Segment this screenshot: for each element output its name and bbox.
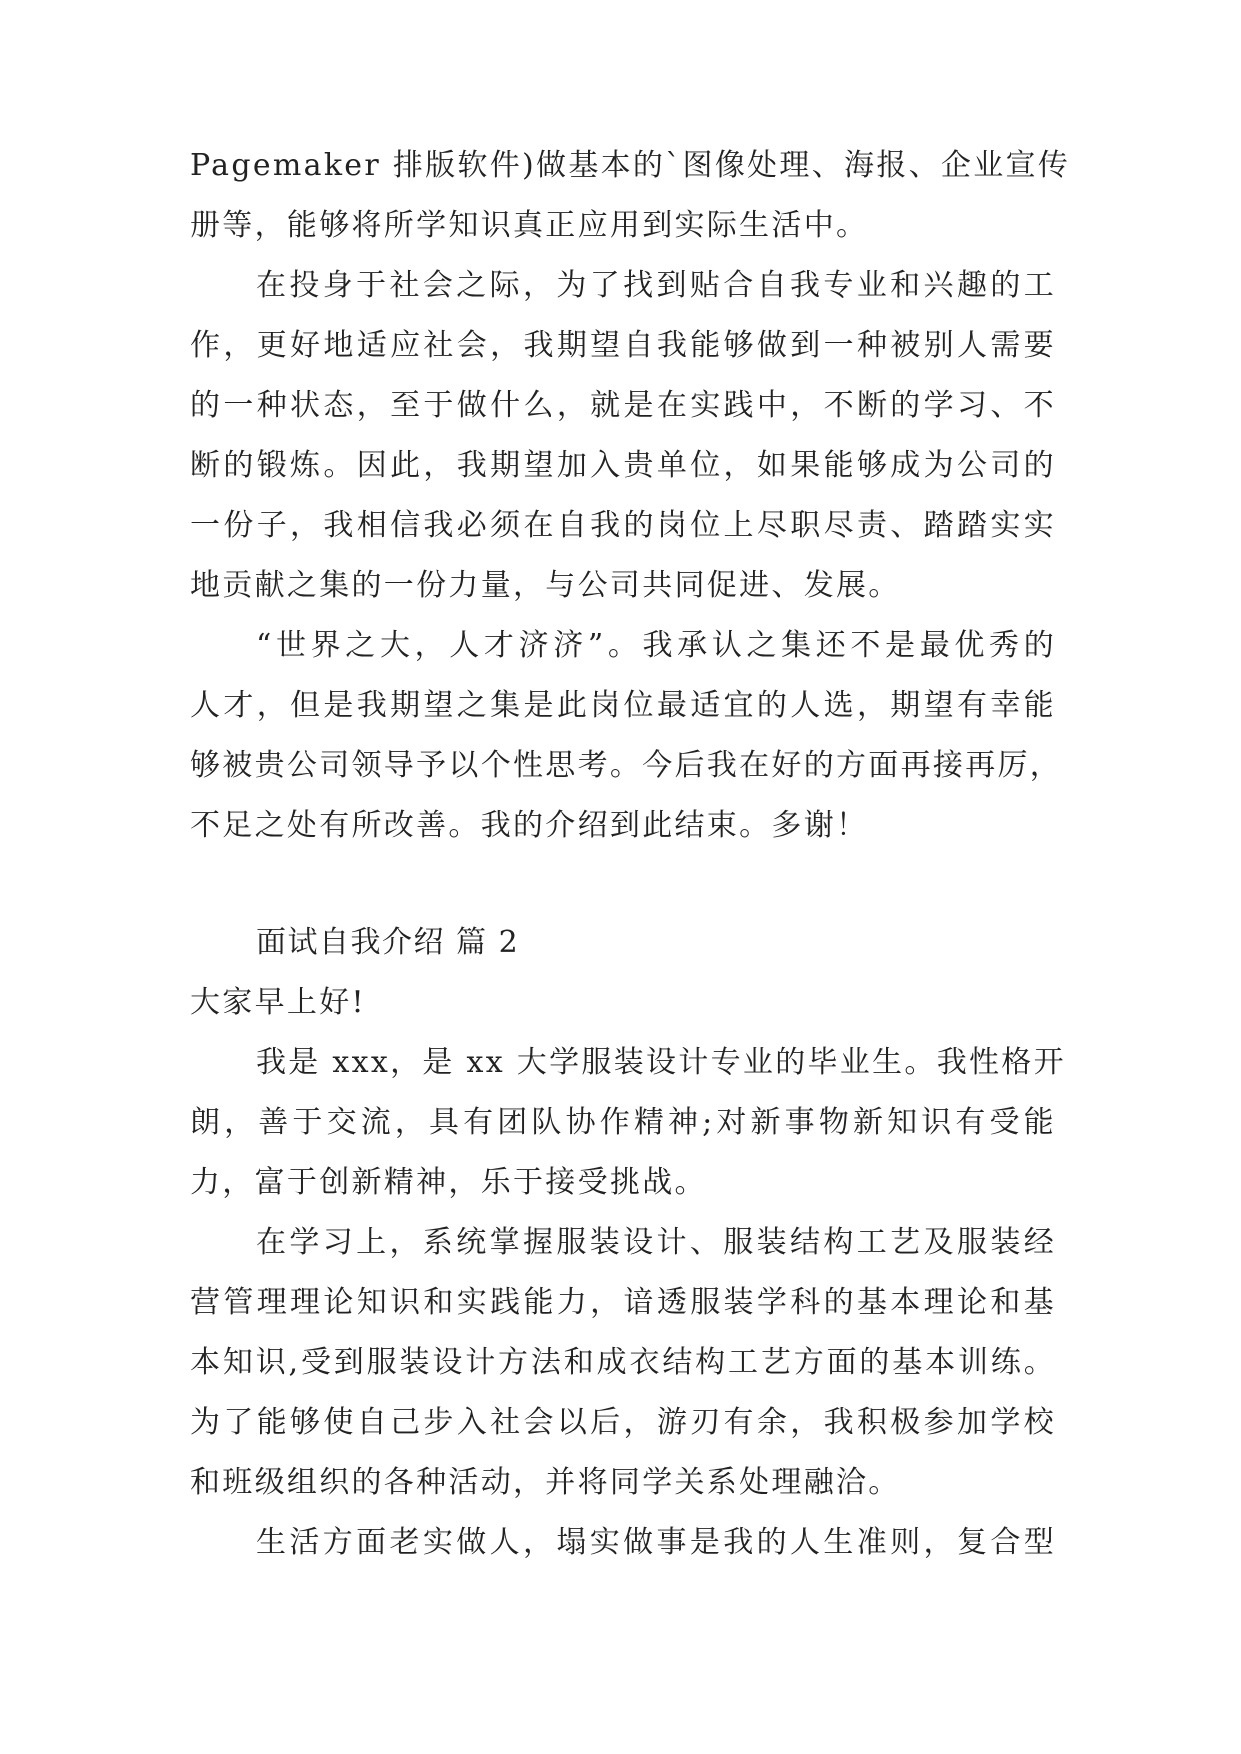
paragraph-line: 我是 xxx，是 xx 大学服装设计专业的毕业生。我性格开 bbox=[256, 1045, 1066, 1080]
greeting-line: 大家早上好! bbox=[190, 985, 366, 1020]
paragraph-line: 够被贵公司领导予以个性思考。今后我在好的方面再接再厉， bbox=[190, 748, 1063, 783]
paragraph-line: 作，更好地适应社会，我期望自我能够做到一种被别人需要 bbox=[190, 328, 1056, 363]
paragraph-line: 在投身于社会之际，为了找到贴合自我专业和兴趣的工 bbox=[256, 268, 1056, 303]
paragraph-line: Pagemaker 排版软件)做基本的`图像处理、海报、企业宣传 bbox=[190, 148, 1071, 183]
paragraph-line: 营管理理论知识和实践能力，谙透服装学科的基本理论和基 bbox=[190, 1285, 1056, 1320]
paragraph-line: 生活方面老实做人，塌实做事是我的人生准则，复合型 bbox=[256, 1525, 1056, 1560]
paragraph-line: 的一种状态，至于做什么，就是在实践中，不断的学习、不 bbox=[190, 388, 1056, 423]
paragraph-line: 为了能够使自己步入社会以后，游刃有余，我积极参加学校 bbox=[190, 1405, 1056, 1440]
paragraph-line: 一份子，我相信我必须在自我的岗位上尽职尽责、踏踏实实 bbox=[190, 508, 1056, 543]
paragraph-line: 本知识,受到服装设计方法和成衣结构工艺方面的基本训练。 bbox=[190, 1345, 1056, 1380]
paragraph-line: 朗，善于交流，具有团队协作精神;对新事物新知识有受能 bbox=[190, 1105, 1056, 1140]
paragraph-line: 和班级组织的各种活动，并将同学关系处理融洽。 bbox=[190, 1465, 901, 1500]
paragraph-line: 断的锻炼。因此，我期望加入贵单位，如果能够成为公司的 bbox=[190, 448, 1056, 483]
paragraph-line: 不足之处有所改善。我的介绍到此结束。多谢！ bbox=[190, 808, 869, 843]
paragraph-line: 在学习上，系统掌握服装设计、服装结构工艺及服装经 bbox=[256, 1225, 1056, 1260]
paragraph-line: 册等，能够将所学知识真正应用到实际生活中。 bbox=[190, 208, 869, 243]
paragraph-line: 人才，但是我期望之集是此岗位最适宜的人选，期望有幸能 bbox=[190, 688, 1056, 723]
paragraph-line: “世界之大，人才济济”。我承认之集还不是最优秀的 bbox=[256, 628, 1056, 663]
paragraph-line: 地贡献之集的一份力量，与公司共同促进、发展。 bbox=[190, 568, 901, 603]
section-title: 面试自我介绍 篇 2 bbox=[256, 925, 520, 960]
paragraph-line: 力，富于创新精神，乐于接受挑战。 bbox=[190, 1165, 707, 1200]
